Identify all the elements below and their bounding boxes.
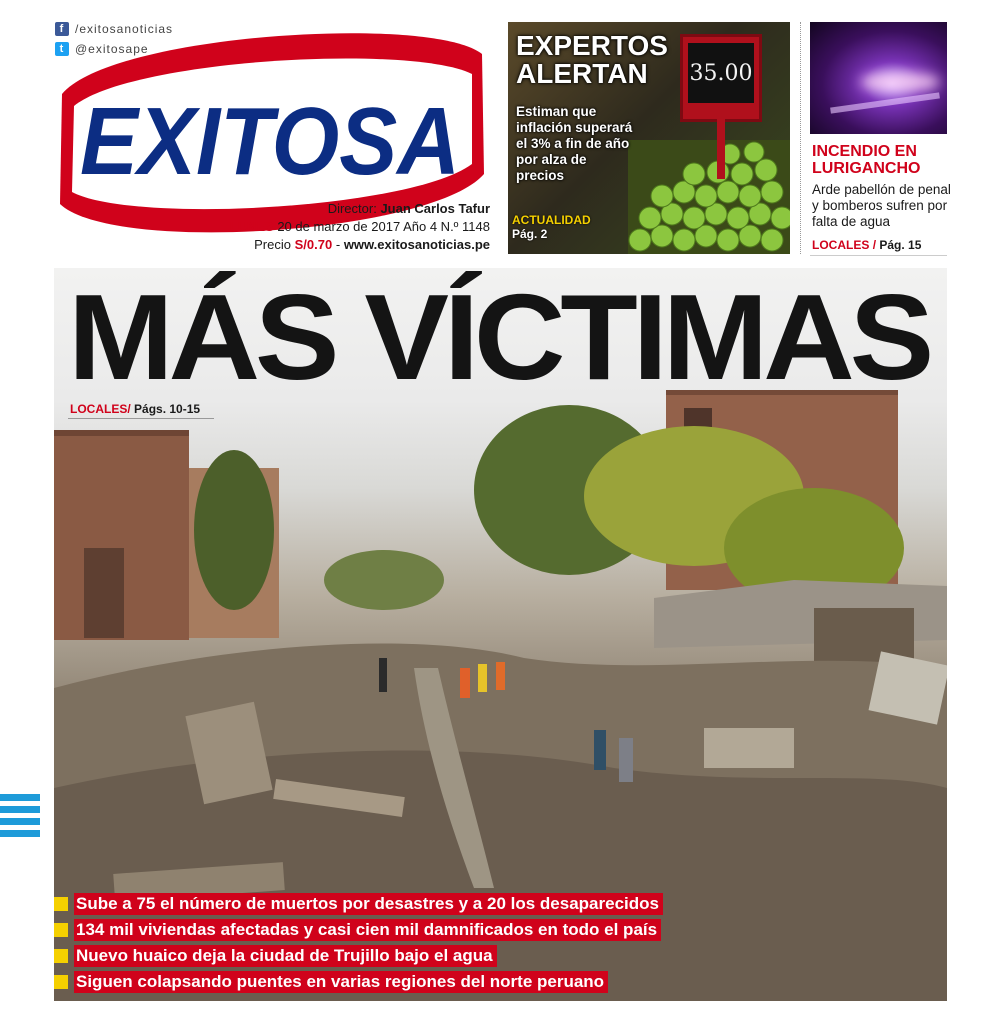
price: S/0.70 (294, 237, 333, 252)
price-line: Precio S/0.70 - www.exitosanoticias.pe (254, 237, 490, 252)
twitter-icon: t (55, 42, 69, 56)
website-link[interactable]: www.exitosanoticias.pe (343, 237, 490, 252)
price-sign-board: 35.00 (688, 43, 754, 103)
facebook-icon: f (55, 22, 69, 36)
logo-wordmark: EXITOSA (80, 88, 460, 195)
price-sign (680, 34, 762, 122)
bullet-square (54, 923, 68, 937)
masthead-credits (230, 200, 490, 254)
weekday: LUNES (229, 219, 274, 234)
teaser-inflation-section: ACTUALIDAD (512, 213, 591, 227)
teaser-fire-rule (810, 255, 947, 256)
main-photo[interactable] (54, 268, 947, 1001)
column-divider (800, 22, 801, 254)
teaser-inflation-subtitle: Estiman que inflación superará el 3% a fin de año por alza de precios (516, 104, 633, 183)
teaser-fire-text: Arde pabellón de penal y bomberos sufren por falta de agua (812, 182, 951, 229)
bullet-square (54, 949, 68, 963)
twitter-handle-text: @exitosape (75, 42, 149, 56)
director-name: Juan Carlos Tafur (380, 201, 490, 216)
bullet-item[interactable]: 134 mil viviendas afectadas y casi cien mil damnificados en todo el país (54, 919, 663, 941)
teaser-inflation[interactable] (508, 22, 790, 254)
main-section-ref: LOCALES/ Págs. 10-15 (70, 402, 201, 416)
date: 20 de marzo de 2017 (277, 219, 401, 234)
bullet-item[interactable]: Nuevo huaico deja la ciudad de Trujillo bajo el agua (54, 945, 663, 967)
limes-photo (628, 140, 790, 254)
date-line (230, 218, 490, 236)
facebook-handle-text: /exitosanoticias (75, 22, 174, 36)
teaser-fire-section: LOCALES / Pág. 15 (812, 238, 922, 252)
bullet-item[interactable]: Siguen colapsando puentes en varias regiones del norte peruano (54, 971, 663, 993)
teaser-fire-title[interactable]: INCENDIO EN LURIGANCHO (812, 143, 921, 177)
issue-number: Año 4 N.º 1148 (403, 219, 490, 234)
director-line: Director: Juan Carlos Tafur (327, 201, 490, 216)
teaser-inflation-page: Pág. 2 (512, 227, 548, 241)
main-headline: MÁS VÍCTIMAS (68, 269, 930, 405)
decorative-stripes (0, 794, 40, 842)
bullet-item[interactable]: Sube a 75 el número de muertos por desastres y a 20 los desaparecidos (54, 893, 663, 915)
story-bullets (54, 893, 663, 997)
bullet-square (54, 897, 68, 911)
section-rule (68, 418, 214, 419)
teaser-inflation-title: EXPERTOS ALERTAN (516, 30, 668, 89)
bullet-square (54, 975, 68, 989)
fire-photo[interactable] (810, 22, 947, 134)
